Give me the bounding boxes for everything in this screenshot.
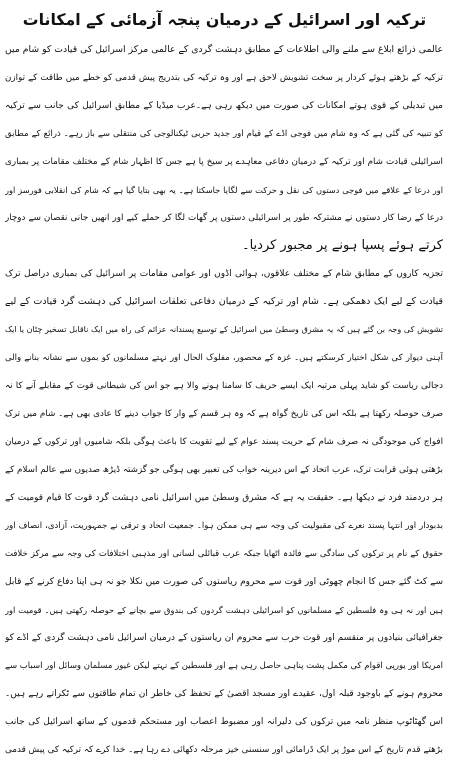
article-body [5,36,443,764]
article-line: بڑھتے قدم تاریخ کے اس موڑ پر ایک ڈرامائی اور سنسنی خیز مرحلہ دکھائی دے رہا ہے۔ خدا کرے کہ ترکیہ کی پیش قدمی [5,745,443,755]
article-paragraph-3 [5,708,443,764]
article-paragraph-2 [5,260,443,708]
article-line: ہر دردمند فرد نے دیکھا ہے۔ حقیقت یہ ہے کہ مشرق وسطیٰ میں اسرائیل نامی دہشت گرد قوت کا قیام قومیت کے [5,493,443,503]
article-line: صرف حوصلہ رکھتا ہے بلکہ اس کی تاریخ گواہ ہے کہ وہ ہر قسم کے وار کا جواب دینے کا عادی بھی ہے۔ شام میں ترک [5,409,443,419]
article-line: امریکا اور یورپی اقوام کی مکمل پشت پناہی حاصل رہی ہے اور فلسطین کے نہتے لیکن غیور مسلمان وسائل اور اسباب سے [5,661,443,671]
article-line: دجالی ریاست کو شاید پہلی مرتبہ ایک ایسے حریف کا سامنا ہونے والا ہے جو اس کی شیطانی قوت کے مقابلے آنے کا نہ [5,381,443,391]
article-line: حقوق کے نام پر ترکوں کی سادگی سے فائدہ اٹھایا جبکہ عرب قبائلی لسانی اور مذہبی اختلافات کی وجہ سے مرکز خلافت [5,549,443,559]
article-line: ترکیہ کے بڑھتے ہوئے کردار پر سخت تشویش لاحق ہے اور وہ ترکیہ کی بتدریج پیش قدمی کو خطے میں طاقت کے توازن [5,73,443,83]
article-line: ہیں اور نہ ہی وہ فلسطین کے مسلمانوں کو اسرائیلی دہشت گردوں کی بندوق سے بچانے کے حوصلہ رکھتی ہیں۔ قومیت اور [5,605,443,615]
article-line: قیادت کے لیے ایک دھمکی ہے۔ شام اور ترکیہ کے درمیان دفاعی تعلقات اسرائیل کی دہشت گرد قیادت کے لیے [5,296,443,307]
article-line: درعا کے رضا کار دستوں نے مشترکہ طور پر اسرائیلی دستوں پر گھات لگا کر حملے کیے اور انھیں جانی نقصان سے دوچار [5,213,443,223]
article-paragraph-1 [5,36,443,260]
article-line: عالمی ذرائع ابلاغ سے ملنے والی اطلاعات کے مطابق دہشت گردی کے عالمی مرکز اسرائیل کی قیادت کو شام میں [5,44,443,55]
article-title: ترکیہ اور اسرائیل کے درمیان پنجہ آزمائی کے امکانات [22,10,427,29]
article-line: محروم ہونے کے باوجود قبلہ اول، عقیدے اور مسجد اقصیٰ کے تحفظ کی خاطر ان تمام طاقتوں سے ٹکراتے رہے ہیں۔ [5,689,443,699]
article-line: سے کٹ گئے جس کا انجام چھوٹی اور قوت سے محروم ریاستوں کی صورت میں نکلا جو نہ ہی اپنا دفاع کرنے کے قابل [5,577,443,587]
article-line: اور درعا کے علاقے میں فوجی دستوں کی نقل و حرکت سے لگایا جاسکتا ہے۔ یہ بھی بتایا گیا ہے کہ شام کی انقلابی فورسز اور [5,185,443,195]
article-line: اسرائیلی قیادت شام اور ترکیہ کے درمیان دفاعی معاہدے پر سیخ پا ہے جس کا اظہار شام کے مختلف مقامات پر بمباری [5,157,443,167]
article-line: میں تبدیلی کے قوی ہوتے امکانات کی صورت میں دیکھ رہی ہے۔عرب میڈیا کے مطابق اسرائیل کی جانب سے ترکیہ [5,101,443,111]
article-line: کرتے ہوئے پسپا ہونے پر مجبور کردیا۔ [241,238,443,253]
article-line: اس گھٹاٹوپ منظر نامہ میں ترکوں کی دلیرانہ اور مضبوط اعصاب اور مستحکم قدموں کے ساتھ اسرائیل کی جانب [5,717,443,727]
article-line: تجزیہ کاروں کے مطابق شام کے مختلف علاقوں، ہوائی اڈوں اور عوامی مقامات پر اسرائیل کی بمباری دراصل ترک [5,269,443,279]
article-line: بڑھتی ہوئی قرابت ترک، عرب اتحاد کے اس دیرینہ خواب کی تعبیر بھی ہوگی جو گزشتہ ڈیڑھ صدیوں سے عالم اسلام کے [5,465,443,475]
article-line: بدبودار اور انتہا پسند نعرے کی مقبولیت کی وجہ سے ہی ممکن ہوا۔ جمعیت اتحاد و ترقی نے جمہوریت، آزادی، انصاف اور [5,521,443,531]
article-line: جغرافیائی بنیادوں پر منقسم اور قوت حرب سے محروم ان ریاستوں کے درمیان اسرائیل نامی دہشت گردی کے اڈے کو [5,633,443,643]
article-line: آہنی دیوار کی شکل اختیار کرسکتے ہیں۔ غزہ کے محصور، مفلوک الحال اور نہتے مسلمانوں کو بموں سے نشانہ بنانے والی [5,353,443,363]
article-line: تشویش کی وجہ بن گئے ہیں کہ یہ مشرق وسطیٰ میں اسرائیل کے توسیع پسندانہ عزائم کی راہ میں ایک ناقابل تسخیر چٹان یا ایک [5,325,443,334]
article-line: کو تنبیہ کی گئی ہے کہ وہ شام میں فوجی اڈے کے قیام اور جدید حربی ٹیکنالوجی کی منتقلی سے باز رہے۔ ذرائع کے مطابق [5,129,443,139]
article-line: افواج کی موجودگی نہ صرف شام کے حریت پسند عوام کے لیے تقویت کا باعث ہوگی بلکہ شامیوں اور ترکوں کے درمیان [5,437,443,447]
